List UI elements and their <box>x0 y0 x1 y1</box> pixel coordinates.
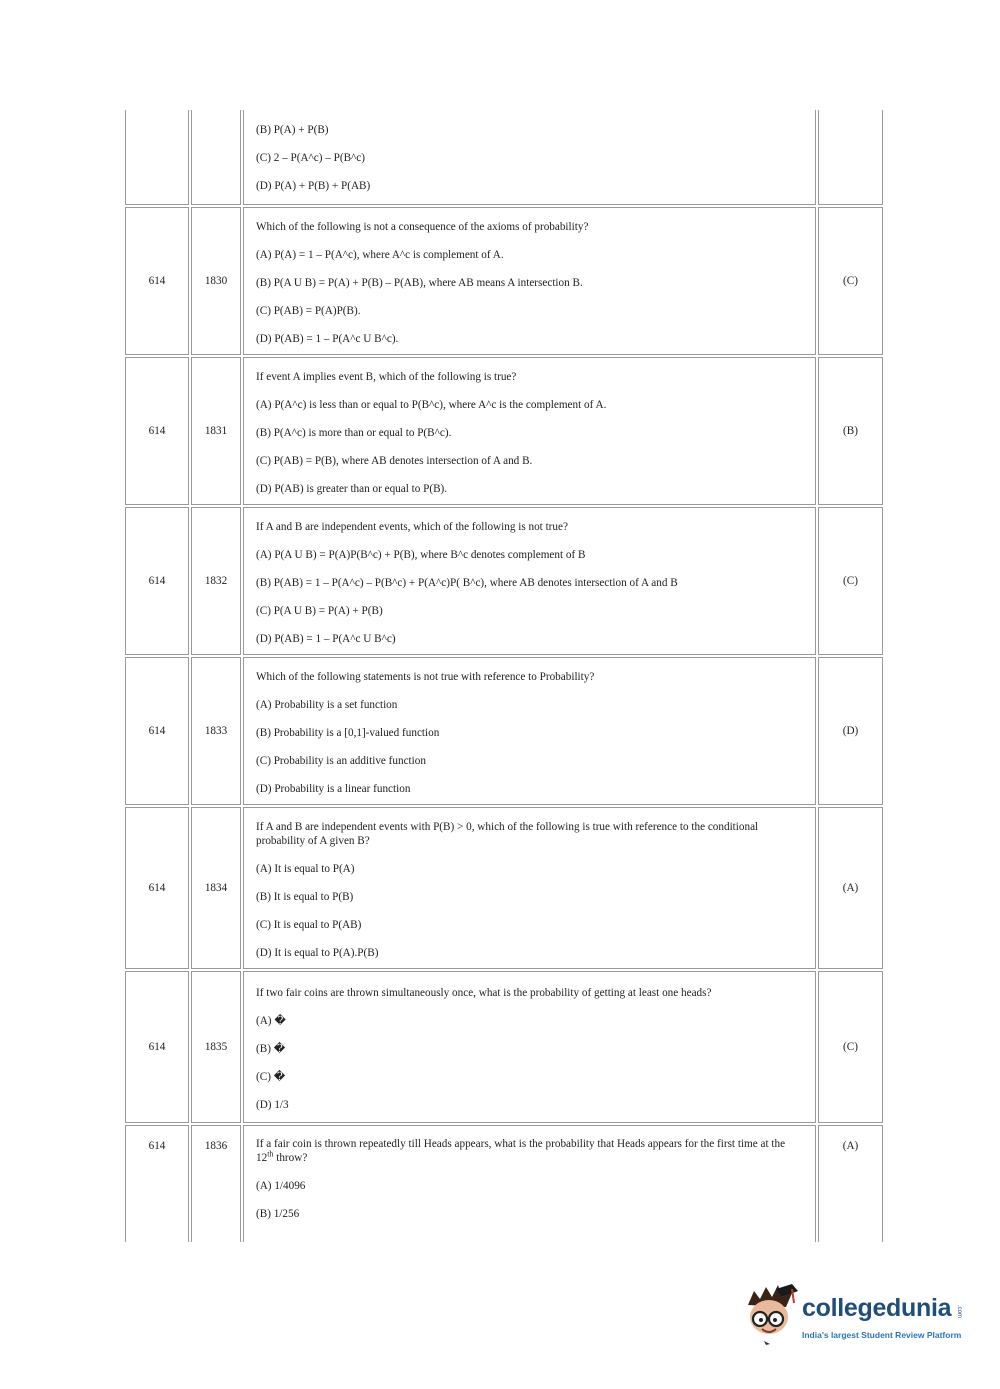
logo-suffix: .com <box>956 1305 962 1319</box>
table-row <box>125 1125 883 1242</box>
table-row <box>125 507 883 655</box>
question-body <box>243 807 816 969</box>
question-id-cell <box>191 110 241 205</box>
question-id-cell: 1835 <box>191 971 241 1123</box>
logo-wordmark: collegedunia <box>802 1294 952 1322</box>
table-row <box>125 357 883 505</box>
table-row <box>125 807 883 969</box>
option-d: (D) P(AB) = 1 – P(A^c U B^c). <box>256 333 399 345</box>
option-a: (A) P(A^c) is less than or equal to P(B^c), where A^c is the complement of A. <box>256 399 607 411</box>
question-stem <box>256 1137 803 1165</box>
section-cell: 614 <box>125 1125 189 1242</box>
question-id-cell: 1832 <box>191 507 241 655</box>
question-stem-end: throw? <box>273 1152 308 1164</box>
option-c: (C) P(A U B) = P(A) + P(B) <box>256 605 383 617</box>
section-cell: 614 <box>125 207 189 355</box>
mascot-icon <box>742 1283 800 1345</box>
option-c: (C) P(AB) = P(B), where AB denotes intersection of A and B. <box>256 455 533 467</box>
question-id-cell: 1833 <box>191 657 241 805</box>
option-c: (C) P(AB) = P(A)P(B). <box>256 305 361 317</box>
question-table <box>123 110 885 1242</box>
option-b: (B) P(A^c) is more than or equal to P(B^c). <box>256 427 452 439</box>
question-stem: Which of the following statements is not true with reference to Probability? <box>256 671 595 683</box>
option-c: (C) It is equal to P(AB) <box>256 919 362 931</box>
question-id-cell: 1836 <box>191 1125 241 1242</box>
option-a: (A) � <box>256 1015 286 1027</box>
question-body <box>243 507 816 655</box>
question-id-cell: 1830 <box>191 207 241 355</box>
question-body <box>243 657 816 805</box>
option-c: (C) � <box>256 1071 286 1083</box>
answer-cell: (A) <box>818 1125 883 1242</box>
question-body <box>243 971 816 1123</box>
question-body <box>243 1125 816 1242</box>
option-a: (A) It is equal to P(A) <box>256 863 355 875</box>
option-d: (D) P(AB) is greater than or equal to P(B). <box>256 483 448 495</box>
table-row <box>125 110 883 205</box>
question-stem: If event A implies event B, which of the following is true? <box>256 371 517 383</box>
question-stem: If A and B are independent events, which of the following is not true? <box>256 521 568 533</box>
option-b: (B) Probability is a [0,1]-valued function <box>256 727 440 739</box>
collegedunia-logo[interactable] <box>742 1283 972 1353</box>
option-c: (C) Probability is an additive function <box>256 755 426 767</box>
option-a: (A) P(A) = 1 – P(A^c), where A^c is complement of A. <box>256 249 504 261</box>
option-d: (D) 1/3 <box>256 1099 289 1111</box>
table-row <box>125 657 883 805</box>
answer-cell: (D) <box>818 657 883 805</box>
section-cell: 614 <box>125 507 189 655</box>
question-stem-text: If a fair coin is thrown repeatedly till Heads appears, what is the probability that Heads appears for the first time at the 12 <box>256 1138 786 1164</box>
option-a: (A) 1/4096 <box>256 1180 306 1192</box>
option-d: (D) P(AB) = 1 – P(A^c U B^c) <box>256 633 396 645</box>
table-row <box>125 971 883 1123</box>
section-cell: 614 <box>125 807 189 969</box>
answer-cell <box>818 110 883 205</box>
option-b: (B) P(AB) = 1 – P(A^c) – P(B^c) + P(A^c)P( B^c), where AB denotes intersection of A and B <box>256 577 678 589</box>
question-body <box>243 110 816 205</box>
logo-tagline: India's largest Student Review Platform <box>802 1330 962 1340</box>
section-cell <box>125 110 189 205</box>
question-body <box>243 207 816 355</box>
question-table-wrapper <box>123 110 885 1242</box>
option-b: (B) � <box>256 1043 286 1055</box>
answer-cell: (A) <box>818 807 883 969</box>
answer-cell: (C) <box>818 507 883 655</box>
option-a: (A) P(A U B) = P(A)P(B^c) + P(B), where B^c denotes complement of B <box>256 549 586 561</box>
section-cell: 614 <box>125 971 189 1123</box>
option-a: (A) Probability is a set function <box>256 699 398 711</box>
option-b: (B) P(A) + P(B) <box>256 124 329 136</box>
option-b: (B) P(A U B) = P(A) + P(B) – P(AB), where AB means A intersection B. <box>256 277 583 289</box>
answer-cell: (C) <box>818 971 883 1123</box>
question-stem: Which of the following is not a consequence of the axioms of probability? <box>256 221 589 233</box>
answer-cell: (B) <box>818 357 883 505</box>
ordinal-superscript: th <box>267 1149 274 1159</box>
question-stem: If A and B are independent events with P(B) > 0, which of the following is true with reference to the conditional probability of A given B? <box>256 821 759 847</box>
section-cell: 614 <box>125 657 189 805</box>
option-b: (B) It is equal to P(B) <box>256 891 354 903</box>
section-cell: 614 <box>125 357 189 505</box>
question-id-cell: 1831 <box>191 357 241 505</box>
option-b: (B) 1/256 <box>256 1208 300 1220</box>
option-d: (D) P(A) + P(B) + P(AB) <box>256 180 371 192</box>
option-d: (D) Probability is a linear function <box>256 783 411 795</box>
question-body <box>243 357 816 505</box>
question-stem: If two fair coins are thrown simultaneously once, what is the probability of getting at least one heads? <box>256 987 712 999</box>
answer-cell: (C) <box>818 207 883 355</box>
option-d: (D) It is equal to P(A).P(B) <box>256 947 379 959</box>
table-row <box>125 207 883 355</box>
option-c: (C) 2 – P(A^c) – P(B^c) <box>256 152 365 164</box>
question-id-cell: 1834 <box>191 807 241 969</box>
